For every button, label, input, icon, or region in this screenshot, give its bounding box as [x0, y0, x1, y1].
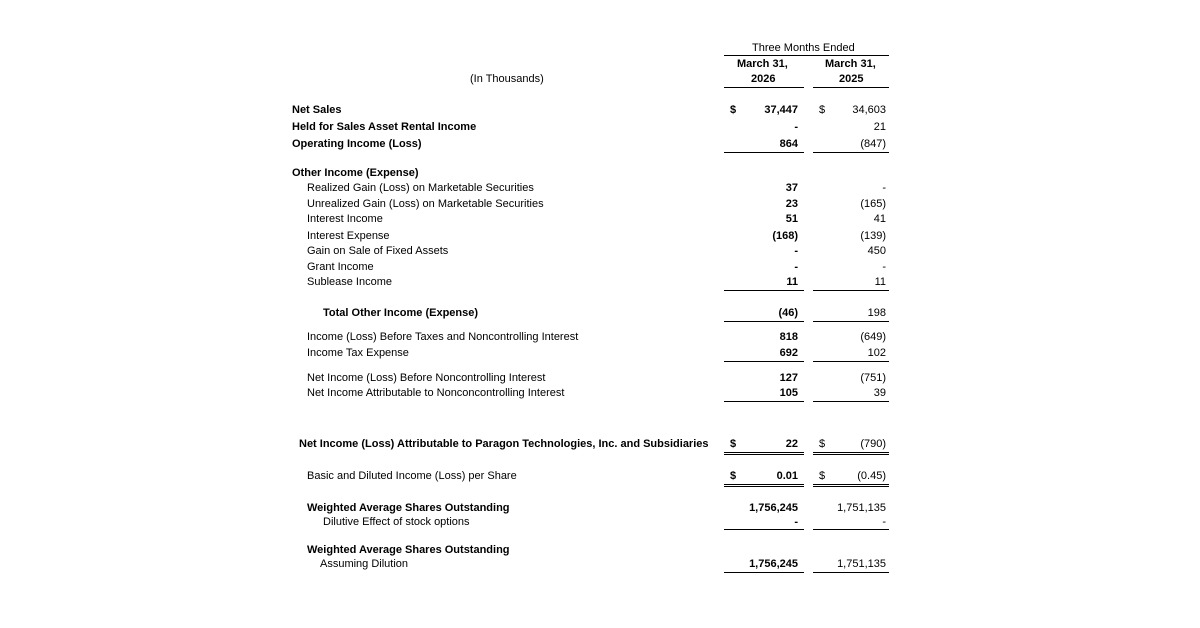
row-label-income-tax: Income Tax Expense	[307, 347, 409, 359]
double-rule-top	[813, 572, 889, 573]
col1-header-rule	[724, 87, 804, 88]
row-label-weighted-shares-diluted: Weighted Average Shares Outstanding	[307, 544, 510, 556]
row-label-net-before-nci: Net Income (Loss) Before Noncontrolling Interest	[307, 372, 546, 384]
value-2025-gain-fixed-assets: 450	[867, 245, 886, 257]
double-rule-bottom	[813, 486, 889, 487]
header-rule	[724, 55, 889, 56]
value-2026-realized-gain: 37	[785, 182, 798, 194]
value-2026-income-before-taxes: 818	[779, 331, 798, 343]
value-2026-operating-income: 864	[779, 138, 798, 150]
double-rule-top	[724, 484, 804, 485]
section-header-other-income: Other Income (Expense)	[292, 167, 419, 179]
double-rule-bottom	[813, 454, 889, 455]
subtotal-rule	[724, 361, 804, 362]
value-2026-unrealized-gain: 23	[785, 198, 798, 210]
row-label-gain-fixed-assets: Gain on Sale of Fixed Assets	[307, 245, 449, 257]
value-2025-realized-gain: -	[882, 182, 886, 194]
value-2026-interest-income: 51	[785, 213, 798, 225]
value-2025-interest-expense: (139)	[860, 230, 886, 242]
value-2025-net-attrib-paragon: (790)	[860, 438, 886, 450]
subtotal-rule	[724, 401, 804, 402]
double-rule-top	[724, 572, 804, 573]
subtotal-rule	[724, 152, 804, 153]
value-2026-income-tax: 692	[779, 347, 798, 359]
double-rule-top	[813, 452, 889, 453]
value-2026-eps: 0.01	[776, 470, 798, 482]
value-2025-net-attrib-nci: 39	[873, 387, 886, 399]
value-2025-income-before-taxes: (649)	[860, 331, 886, 343]
row-label-realized-gain: Realized Gain (Loss) on Marketable Securities	[307, 182, 534, 194]
value-2026-total-other: (46)	[778, 307, 798, 319]
row-label-weighted-shares: Weighted Average Shares Outstanding	[307, 502, 510, 514]
subtotal-rule	[813, 401, 889, 402]
row-label-interest-expense: Interest Expense	[307, 230, 390, 242]
value-2025-dilutive-effect: -	[882, 516, 886, 528]
subtotal-rule	[724, 529, 804, 530]
subtotal-rule	[813, 361, 889, 362]
value-2025-net-sales: 34,603	[852, 104, 886, 116]
value-2025-weighted-shares: 1,751,135	[837, 502, 886, 514]
value-2025-operating-income: (847)	[860, 138, 886, 150]
row-label-unrealized-gain: Unrealized Gain (Loss) on Marketable Securities	[307, 198, 544, 210]
value-2026-net-attrib-nci: 105	[779, 387, 798, 399]
currency-symbol: $	[819, 470, 826, 482]
value-2025-interest-income: 41	[873, 213, 886, 225]
row-label-grant-income: Grant Income	[307, 261, 374, 273]
col2-header-line1: March 31,	[825, 58, 876, 70]
col2-header-rule	[813, 87, 889, 88]
currency-symbol: $	[730, 470, 737, 482]
row-label-dilutive-effect: Dilutive Effect of stock options	[323, 516, 470, 528]
subtotal-rule	[724, 321, 804, 322]
row-label-net-sales: Net Sales	[292, 104, 342, 116]
value-2025-held-for-sale: 21	[873, 121, 886, 133]
double-rule-top	[724, 452, 804, 453]
subtotal-rule	[813, 152, 889, 153]
currency-symbol: $	[819, 438, 826, 450]
row-sublabel-assuming-dilution: Assuming Dilution	[320, 558, 409, 570]
subtotal-rule	[813, 321, 889, 322]
double-rule-bottom	[724, 454, 804, 455]
value-2026-held-for-sale: -	[794, 121, 798, 133]
value-2026-net-sales: 37,447	[764, 104, 798, 116]
value-2025-unrealized-gain: (165)	[860, 198, 886, 210]
value-2026-net-attrib-paragon: 22	[785, 438, 798, 450]
value-2026-gain-fixed-assets: -	[794, 245, 798, 257]
value-2026-sublease-income: 11	[786, 276, 798, 288]
value-2026-net-before-nci: 127	[779, 372, 798, 384]
value-2025-grant-income: -	[882, 261, 886, 273]
row-label-interest-income: Interest Income	[307, 213, 383, 225]
row-label-held-for-sale: Held for Sales Asset Rental Income	[292, 121, 477, 133]
double-rule-top	[813, 484, 889, 485]
value-2025-sublease-income: 11	[874, 276, 886, 288]
value-2025-eps: (0.45)	[857, 470, 886, 482]
currency-symbol: $	[730, 104, 737, 116]
subtotal-rule	[813, 529, 889, 530]
value-2026-interest-expense: (168)	[772, 230, 798, 242]
row-label-eps: Basic and Diluted Income (Loss) per Share	[307, 470, 517, 482]
value-2025-income-tax: 102	[867, 347, 886, 359]
col1-header-line2: 2026	[751, 73, 776, 85]
units-label: (In Thousands)	[470, 73, 544, 85]
value-2026-dilutive-effect: -	[794, 516, 798, 528]
subtotal-rule	[813, 290, 889, 291]
value-2025-total-other: 198	[867, 307, 886, 319]
row-label-net-attrib-paragon: Net Income (Loss) Attributable to Paragon Technologies, Inc. and Subsidiaries	[299, 438, 709, 450]
row-label-operating-income: Operating Income (Loss)	[292, 138, 422, 150]
period-header: Three Months Ended	[752, 42, 855, 54]
col1-header-line1: March 31,	[737, 58, 788, 70]
value-2026-grant-income: -	[794, 261, 798, 273]
value-2025-net-before-nci: (751)	[860, 372, 886, 384]
value-2025-weighted-shares-diluted: 1,751,135	[837, 558, 886, 570]
subtotal-rule	[724, 290, 804, 291]
currency-symbol: $	[730, 438, 737, 450]
double-rule-bottom	[724, 486, 804, 487]
row-label-income-before-taxes: Income (Loss) Before Taxes and Noncontrolling Interest	[307, 331, 579, 343]
col2-header-line2: 2025	[839, 73, 864, 85]
row-label-net-attrib-nci: Net Income Attributable to Nonconcontrolling Interest	[307, 387, 565, 399]
value-2026-weighted-shares: 1,756,245	[749, 502, 798, 514]
value-2026-weighted-shares-diluted: 1,756,245	[749, 558, 798, 570]
currency-symbol: $	[819, 104, 826, 116]
row-label-total-other: Total Other Income (Expense)	[323, 307, 479, 319]
row-label-sublease-income: Sublease Income	[307, 276, 392, 288]
